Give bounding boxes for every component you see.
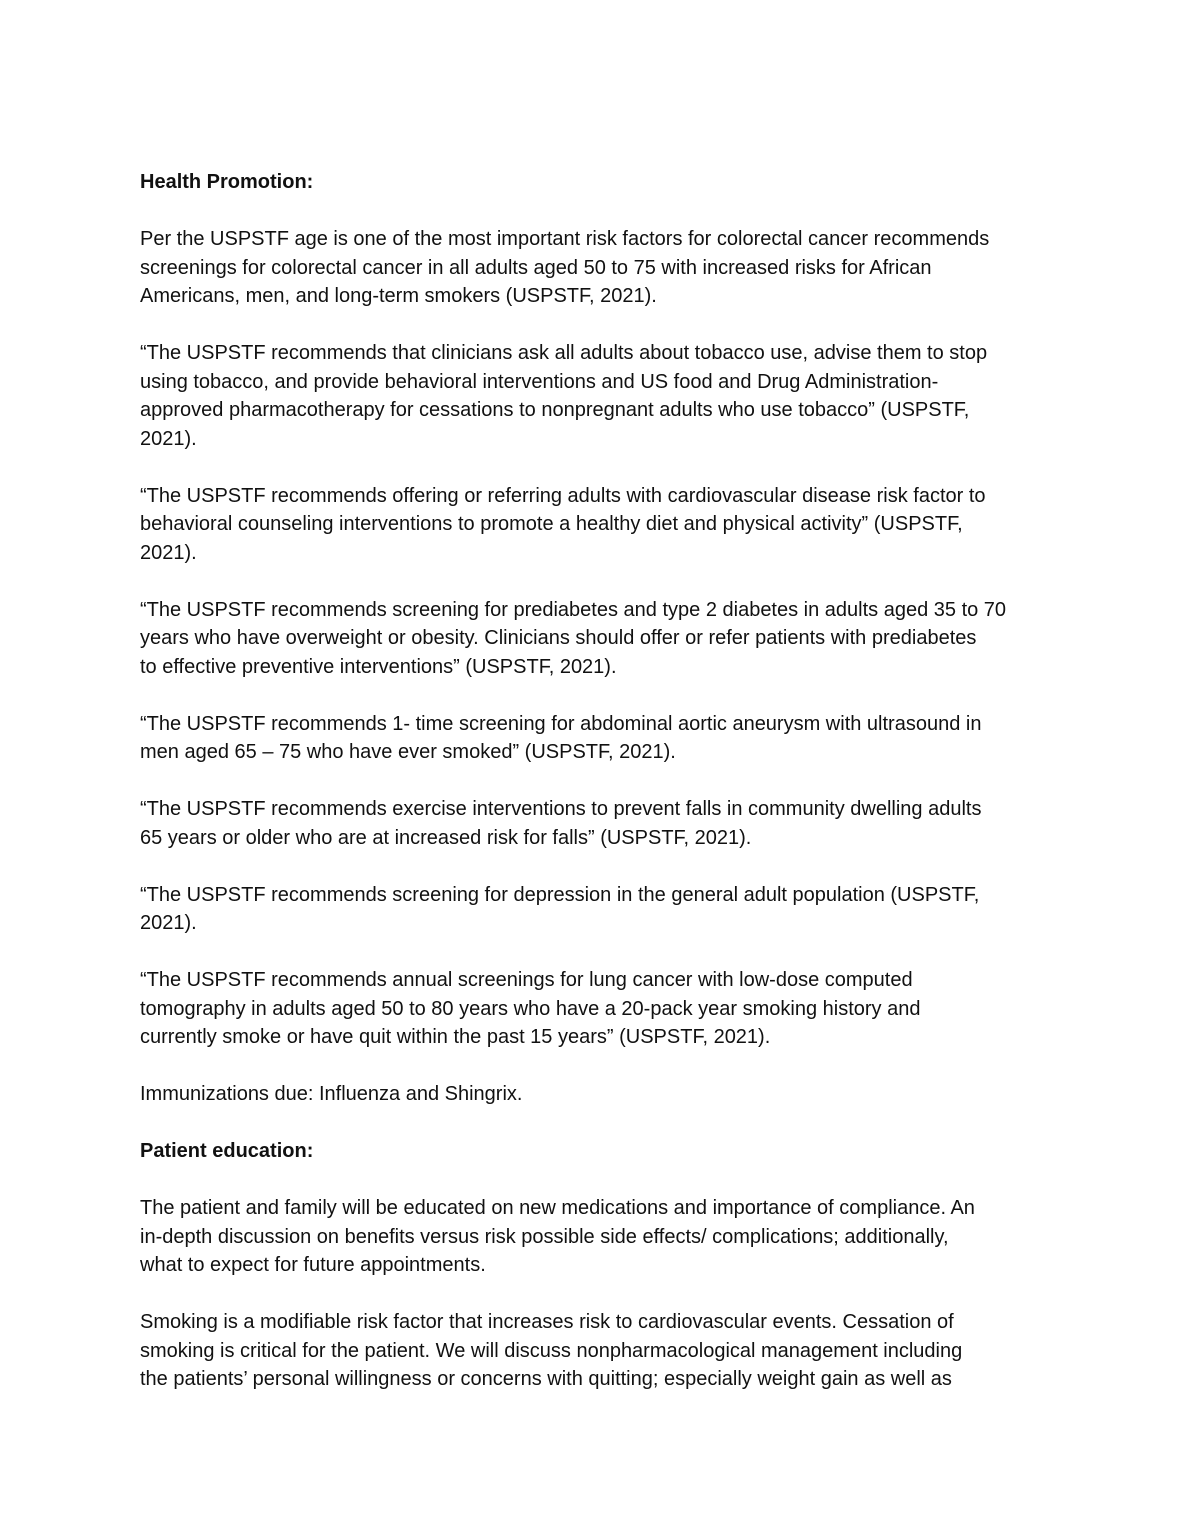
paragraph-immunizations: [140, 1080, 1055, 1109]
text-line: smoking is critical for the patient. We will discuss nonpharmacological management including: [140, 1339, 963, 1362]
paragraph-tobacco-cessation: [140, 339, 1055, 453]
text-line: Per the USPSTF age is one of the most important risk factors for colorectal cancer recommends: [140, 228, 990, 250]
text-line: 65 years or older who are at increased risk for falls” (USPSTF, 2021).: [140, 826, 752, 849]
paragraph-medication-education: [140, 1194, 1055, 1280]
text-line: in-depth discussion on benefits versus risk possible side effects/ complications; additionally,: [140, 1225, 949, 1248]
section-heading-health-promotion: Health Promotion:: [140, 171, 314, 193]
text-line: Immunizations due: Influenza and Shingrix.: [140, 1083, 523, 1105]
text-line: Smoking is a modifiable risk factor that increases risk to cardiovascular events. Cessation of: [140, 1311, 954, 1333]
text-line: years who have overweight or obesity. Clinicians should offer or refer patients with prediabetes: [140, 627, 977, 649]
text-line: men aged 65 – 75 who have ever smoked” (USPSTF, 2021).: [140, 741, 676, 763]
paragraph-colorectal-screening: [140, 225, 1055, 311]
document-body: [140, 168, 1055, 1394]
text-line: 2021).: [140, 912, 197, 934]
text-line: “The USPSTF recommends annual screenings for lung cancer with low-dose computed: [140, 969, 913, 991]
paragraph-smoking-cessation: [140, 1308, 1055, 1394]
text-line: 2021).: [140, 541, 197, 564]
text-line: approved pharmacotherapy for cessations to nonpregnant adults who use tobacco” (USPSTF,: [140, 399, 970, 421]
text-line: “The USPSTF recommends screening for prediabetes and type 2 diabetes in adults aged 35 to 70: [140, 598, 1007, 621]
text-line: to effective preventive interventions” (USPSTF, 2021).: [140, 655, 617, 678]
text-line: “The USPSTF recommends that clinicians ask all adults about tobacco use, advise them to stop: [140, 342, 988, 364]
text-line: “The USPSTF recommends exercise interventions to prevent falls in community dwelling adults: [140, 798, 982, 820]
paragraph-fall-prevention: [140, 795, 1055, 852]
text-line: what to expect for future appointments.: [140, 1254, 486, 1276]
text-line: The patient and family will be educated on new medications and importance of compliance. An: [140, 1197, 975, 1219]
paragraph-aaa-screening: [140, 710, 1055, 767]
paragraph-diabetes-screening: [140, 596, 1055, 682]
text-line: 2021).: [140, 427, 197, 450]
text-line: tomography in adults aged 50 to 80 years who have a 20-pack year smoking history and: [140, 997, 921, 1020]
text-line: using tobacco, and provide behavioral interventions and US food and Drug Administration-: [140, 370, 939, 393]
paragraph-depression-screening: [140, 881, 1055, 938]
text-line: Americans, men, and long-term smokers (USPSTF, 2021).: [140, 285, 657, 307]
text-line: screenings for colorectal cancer in all adults aged 50 to 75 with increased risks for African: [140, 256, 932, 279]
text-line: the patients’ personal willingness or concerns with quitting; especially weight gain as well as: [140, 1368, 952, 1390]
text-line: “The USPSTF recommends 1- time screening for abdominal aortic aneurysm with ultrasound in: [140, 712, 982, 735]
text-line: behavioral counseling interventions to promote a healthy diet and physical activity” (USPSTF,: [140, 513, 963, 535]
section-heading-patient-education: Patient education:: [140, 1140, 314, 1162]
text-line: currently smoke or have quit within the past 15 years” (USPSTF, 2021).: [140, 1026, 771, 1048]
text-line: “The USPSTF recommends screening for depression in the general adult population (USPSTF,: [140, 883, 980, 906]
paragraph-cardiovascular-counseling: [140, 482, 1055, 568]
paragraph-lung-cancer-screening: [140, 966, 1055, 1052]
text-line: “The USPSTF recommends offering or referring adults with cardiovascular disease risk factor to: [140, 484, 986, 507]
